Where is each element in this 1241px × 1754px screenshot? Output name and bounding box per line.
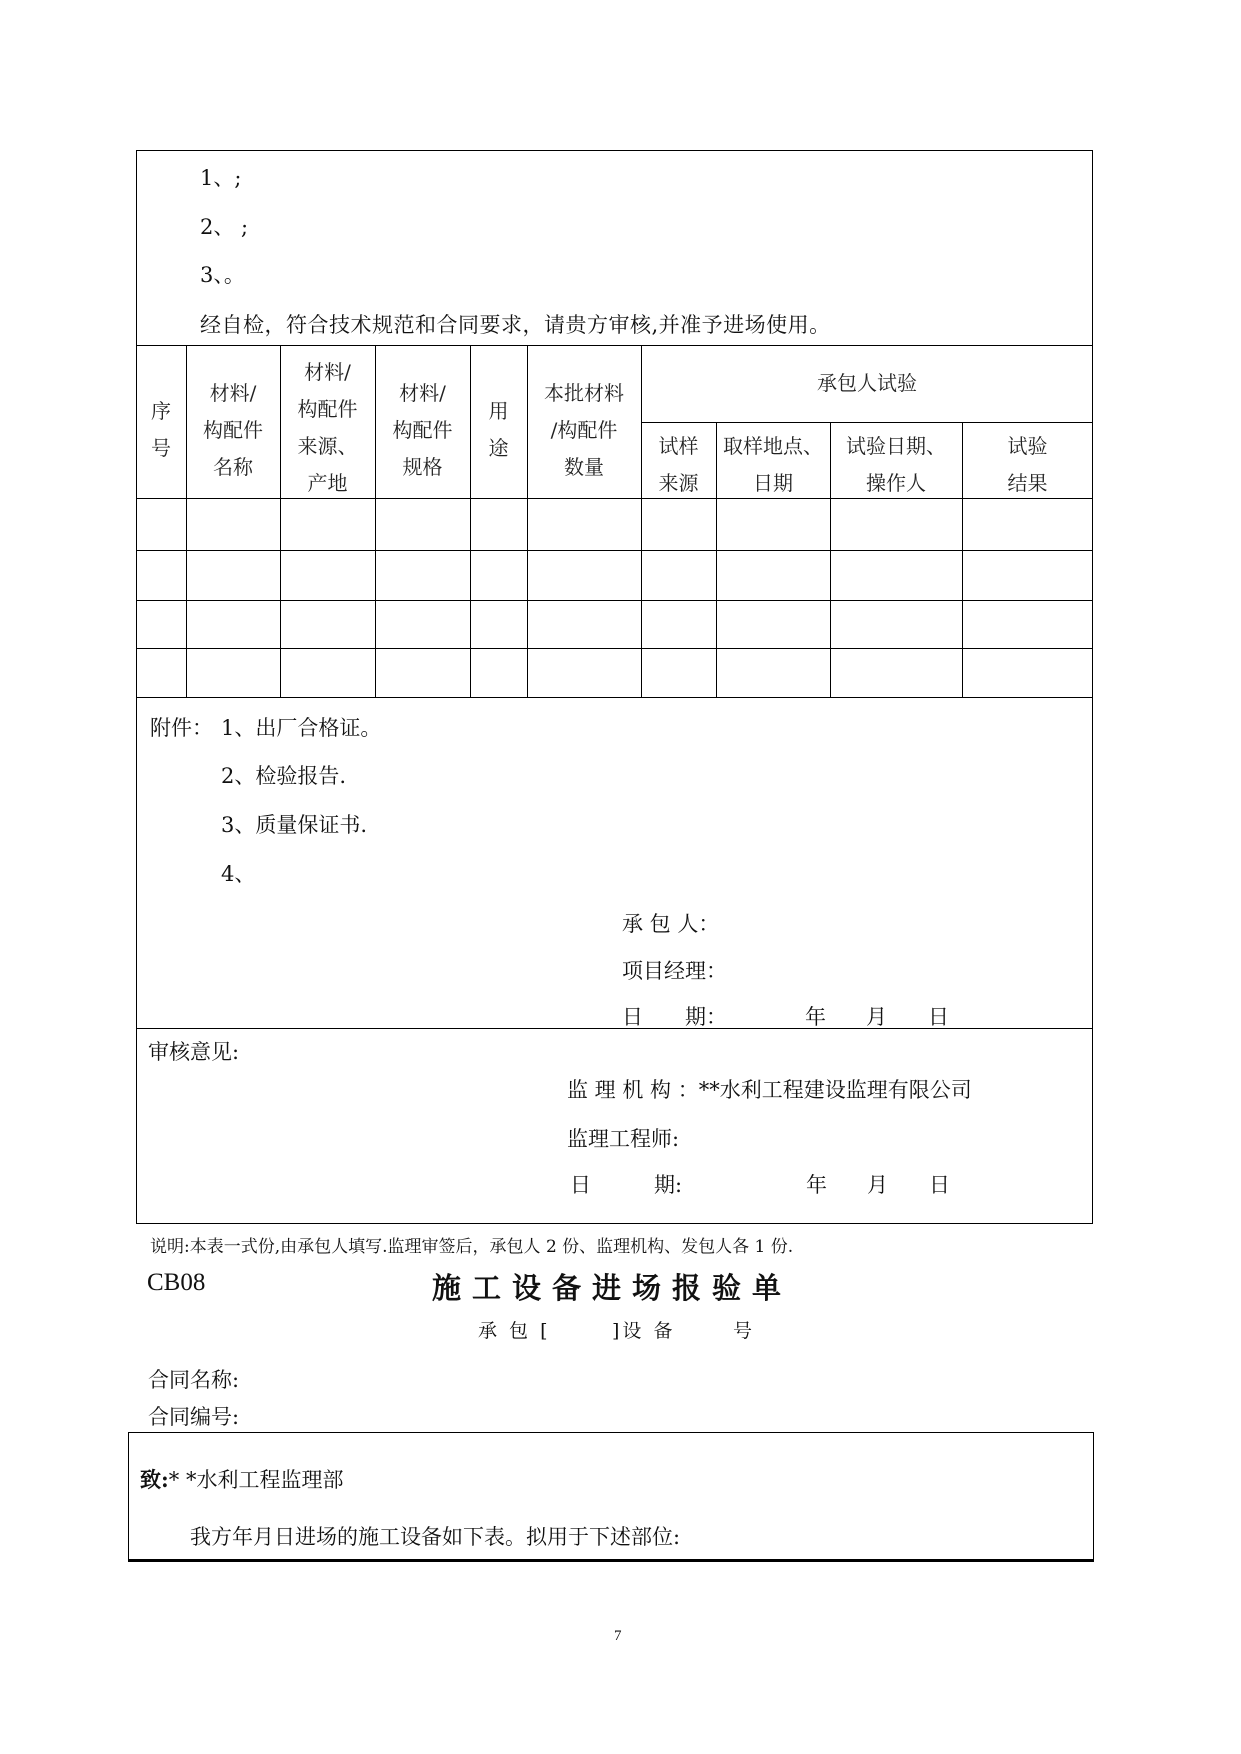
table-bottom-line xyxy=(136,697,1093,698)
review-date-label: 日 期: xyxy=(570,1173,683,1197)
table-cell[interactable] xyxy=(531,501,637,547)
table-cell[interactable] xyxy=(531,651,637,694)
test-group-divider xyxy=(641,422,1093,423)
contractor-date-label: 日 期： xyxy=(622,1005,727,1029)
table-cell[interactable] xyxy=(834,553,958,597)
contract-number-label: 合同编号: xyxy=(148,1405,240,1429)
table-cell[interactable] xyxy=(966,553,1089,597)
table-cell[interactable] xyxy=(284,651,371,694)
table-cell[interactable] xyxy=(379,651,466,694)
table-cell[interactable] xyxy=(474,651,523,694)
contractor-date-month: 月 xyxy=(866,1005,887,1029)
table-cell[interactable] xyxy=(645,603,712,645)
table-cell[interactable] xyxy=(379,603,466,645)
header-sample-place-date: 取样地点、 日期 xyxy=(723,434,823,495)
header-sample-source: 试样 来源 xyxy=(658,434,699,495)
table-cell[interactable] xyxy=(834,501,958,547)
header-quantity: 本批材料 /构配件 数量 xyxy=(544,381,624,479)
contractor-date-day: 日 xyxy=(928,1005,949,1029)
table-cell[interactable] xyxy=(190,553,276,597)
supervision-engineer-label: 监理工程师: xyxy=(567,1127,680,1151)
recipient-line xyxy=(140,1468,343,1492)
contractor-date-year: 年 xyxy=(805,1005,826,1029)
recipient-name: * *水利工程监理部 xyxy=(168,1468,344,1492)
table-cell[interactable] xyxy=(645,553,712,597)
table-cell[interactable] xyxy=(834,603,958,645)
header-material-origin: 材料/ 构配件 来源、 产地 xyxy=(297,360,358,495)
item-3: 3、。 xyxy=(200,263,245,287)
table-cell[interactable] xyxy=(531,603,637,645)
table-cell[interactable] xyxy=(966,501,1089,547)
attachment-item: 1、出厂合格证。 xyxy=(221,716,382,740)
table-cell[interactable] xyxy=(966,651,1089,694)
contractor-label: 承 包 人： xyxy=(622,912,720,936)
to-label: 致: xyxy=(140,1467,169,1492)
table-cell[interactable] xyxy=(284,603,371,645)
table-cell[interactable] xyxy=(474,603,523,645)
review-divider xyxy=(136,1028,1093,1029)
attachment-item: 2、检验报告. xyxy=(221,764,347,788)
table-cell[interactable] xyxy=(834,651,958,694)
review-date-month: 月 xyxy=(867,1173,888,1197)
table-cell[interactable] xyxy=(190,651,276,694)
table-cell[interactable] xyxy=(379,553,466,597)
project-manager-label: 项目经理： xyxy=(622,959,727,983)
table-cell[interactable] xyxy=(966,603,1089,645)
ref-prefix: 承 包 [ xyxy=(478,1320,551,1342)
ref-middle: ]设 备 xyxy=(612,1320,676,1342)
declaration-text: 经自检，符合技术规范和合同要求，请贵方审核,并准予进场使用。 xyxy=(200,313,831,337)
header-contractor-test: 承包人试验 xyxy=(817,371,917,395)
table-cell[interactable] xyxy=(140,651,182,694)
item-2: 2、 ; xyxy=(200,215,249,239)
table-cell[interactable] xyxy=(190,603,276,645)
item-1: 1、; xyxy=(200,166,242,190)
table-cell[interactable] xyxy=(645,651,712,694)
table-cell[interactable] xyxy=(140,501,182,547)
ref-suffix: 号 xyxy=(733,1320,753,1342)
table-cell[interactable] xyxy=(720,501,826,547)
table-cell[interactable] xyxy=(190,501,276,547)
table-cell[interactable] xyxy=(720,553,826,597)
equipment-body-text: 我方年月日进场的施工设备如下表。拟用于下述部位: xyxy=(190,1525,681,1549)
attachment-item: 4、 xyxy=(221,862,256,886)
attachments-label: 附件： xyxy=(150,716,213,740)
review-opinion-label: 审核意见: xyxy=(148,1040,240,1064)
review-date-day: 日 xyxy=(929,1173,950,1197)
header-test-result: 试验 结果 xyxy=(1007,434,1048,495)
table-cell[interactable] xyxy=(645,501,712,547)
review-date-year: 年 xyxy=(806,1173,827,1197)
form-note: 说明:本表一式份,由承包人填写.监理审签后，承包人 2 份、监理机构、发包人各 1 份. xyxy=(150,1237,794,1257)
contract-name-label: 合同名称: xyxy=(148,1368,240,1392)
form-title: 施工设备进场报验单 xyxy=(432,1271,793,1305)
table-cell[interactable] xyxy=(720,603,826,645)
attachment-item: 3、质量保证书. xyxy=(221,813,368,837)
header-material-spec: 材料/ 构配件 规格 xyxy=(392,381,453,479)
header-test-date-operator: 试验日期、 操作人 xyxy=(846,434,946,495)
table-cell[interactable] xyxy=(379,501,466,547)
table-cell[interactable] xyxy=(284,501,371,547)
form-code: CB08 xyxy=(147,1269,206,1296)
page-number: 7 xyxy=(614,1628,622,1644)
supervision-agency: 监 理 机 构 ：**水利工程建设监理有限公司 xyxy=(567,1078,972,1102)
header-seq: 序 号 xyxy=(151,399,171,460)
table-cell[interactable] xyxy=(531,553,637,597)
table-cell[interactable] xyxy=(140,553,182,597)
table-cell[interactable] xyxy=(474,553,523,597)
table-cell[interactable] xyxy=(140,603,182,645)
table-cell[interactable] xyxy=(284,553,371,597)
table-cell[interactable] xyxy=(720,651,826,694)
table-cell[interactable] xyxy=(474,501,523,547)
header-usage: 用 途 xyxy=(488,399,509,460)
header-material-name: 材料/ 构配件 名称 xyxy=(203,381,263,479)
